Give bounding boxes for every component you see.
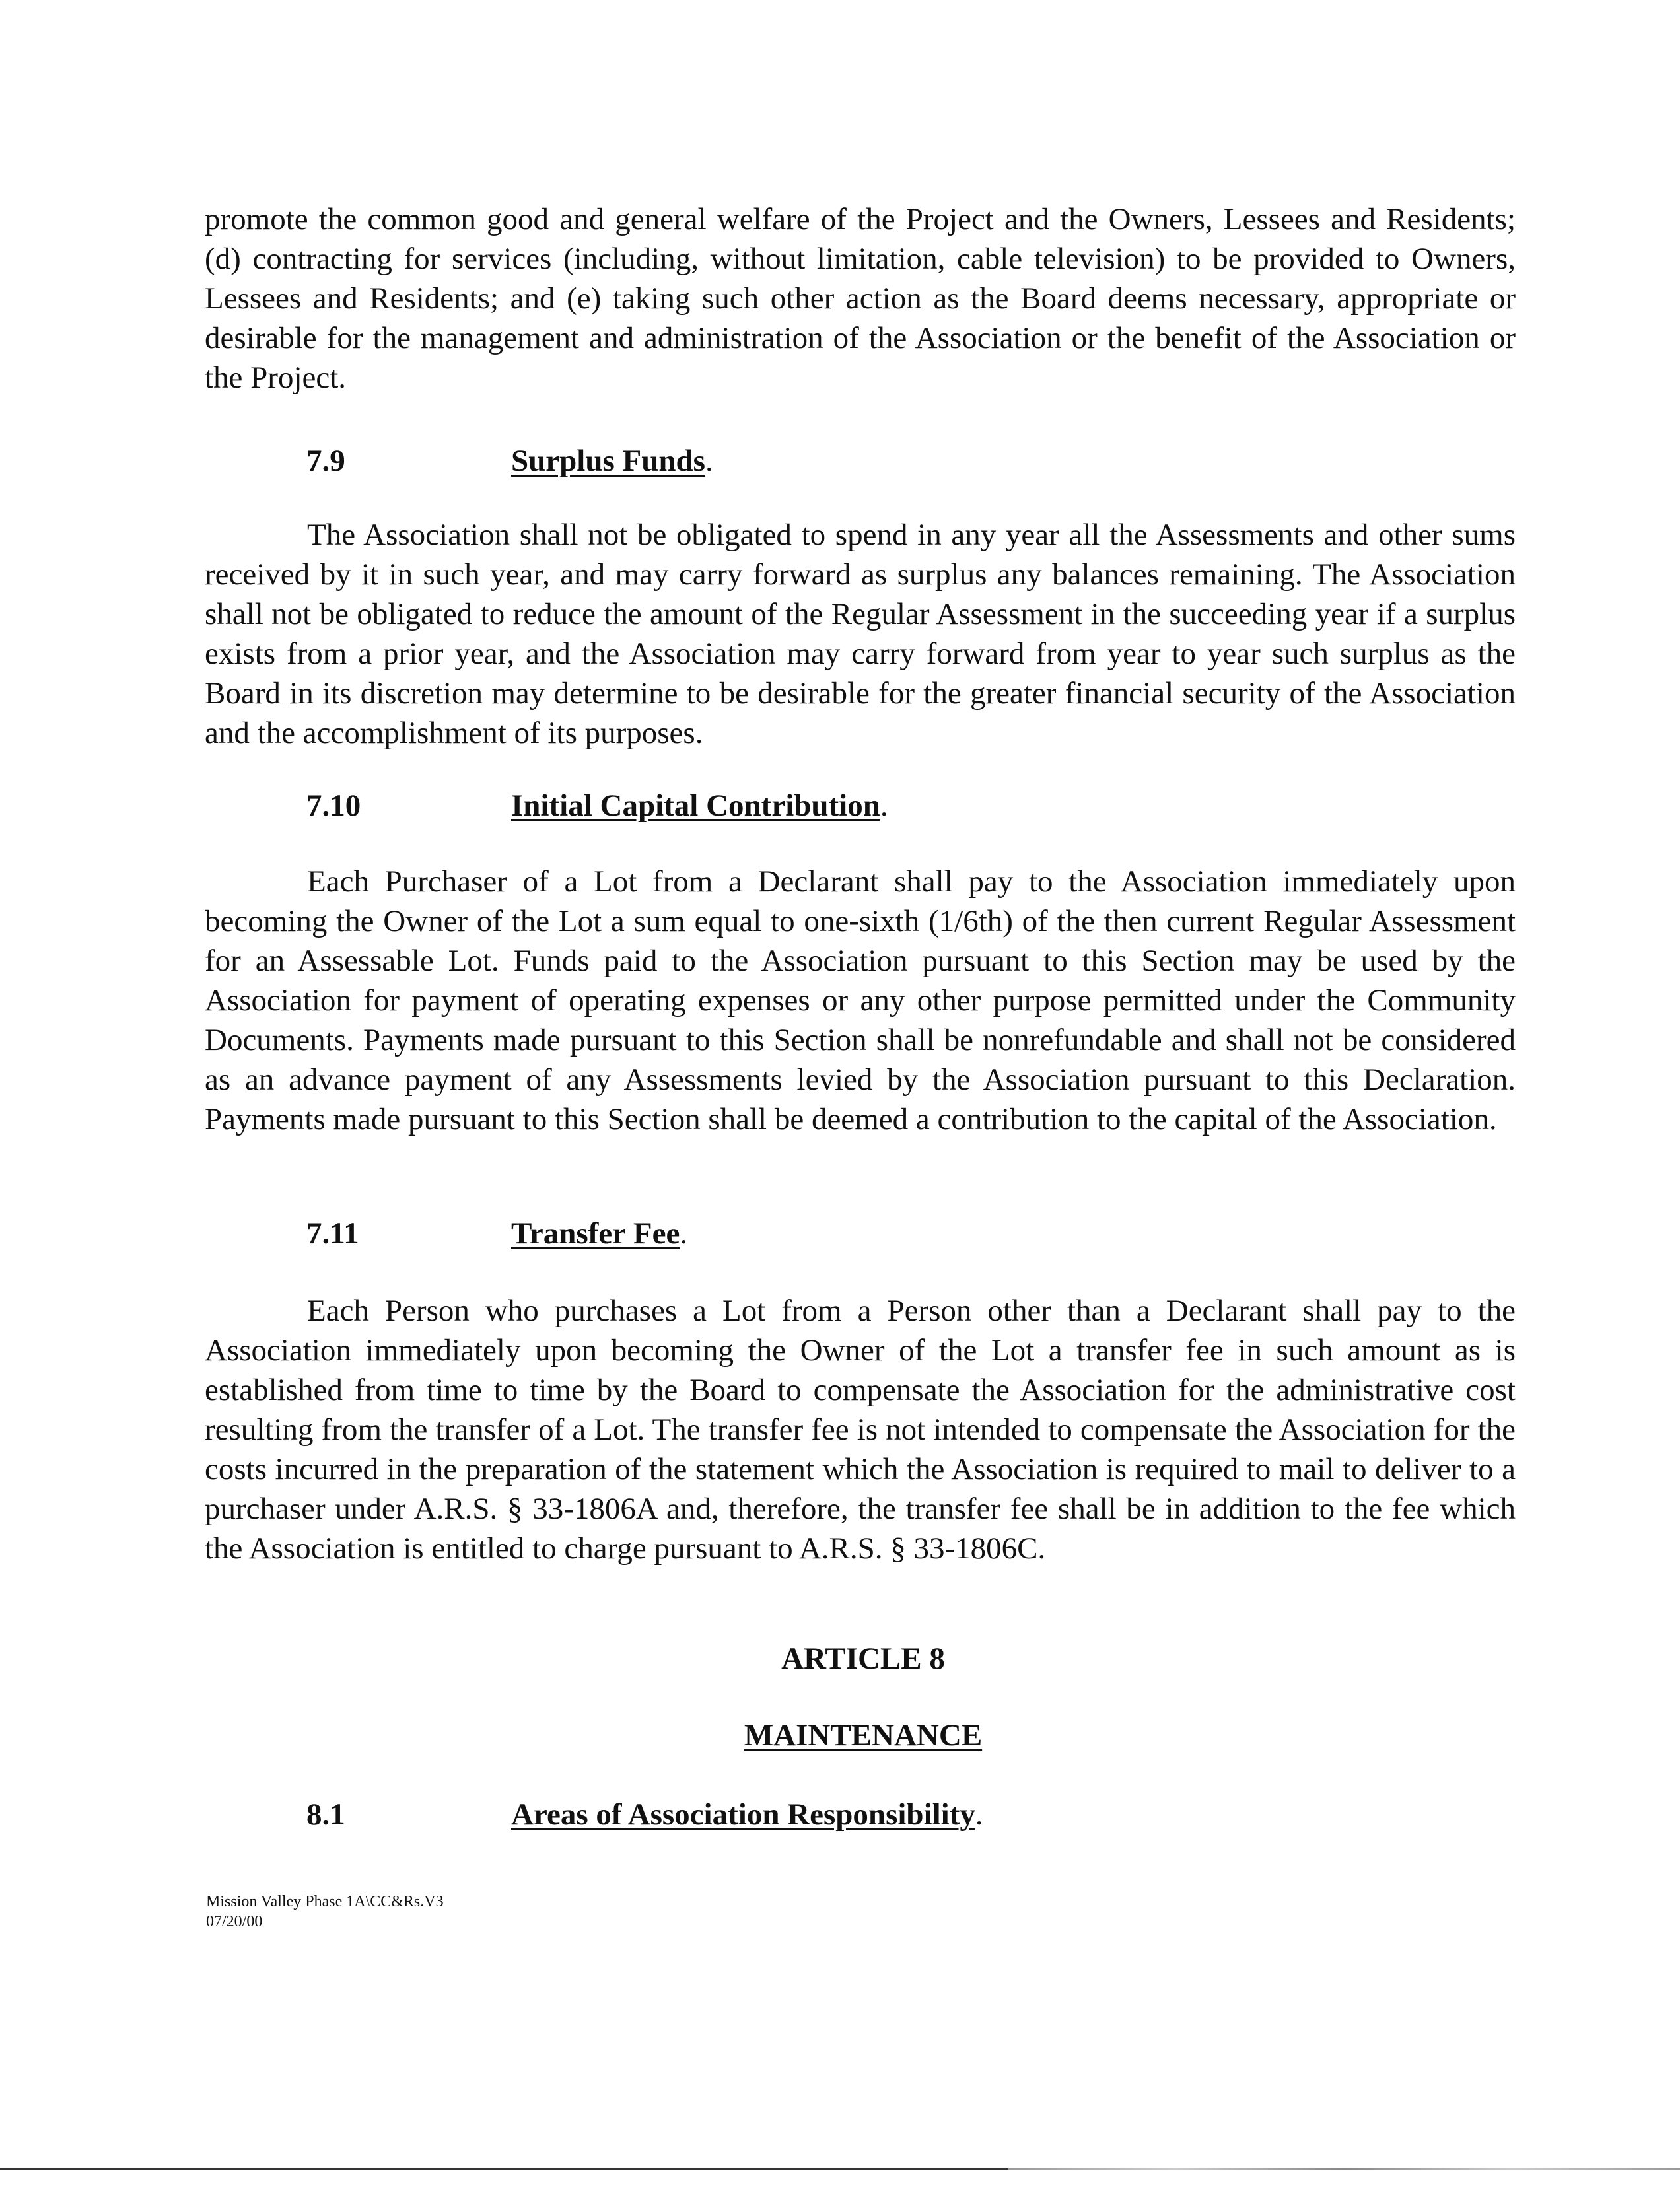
section-title-period: .: [680, 1216, 688, 1251]
section-number: 7.9: [306, 444, 345, 478]
footer-file-path: Mission Valley Phase 1A\CC&Rs.V3: [206, 1893, 444, 1910]
paragraph-transfer-fee: Each Person who purchases a Lot from a Person other than a Declarant shall pay to the Association immediately upon becoming the Owner of the Lot a transfer fee in such amount as is established from time to time by the Board to compensate the Association for the administrative cost resulting from the transfer of a Lot. The transfer fee is not intended to compensate the Association for the costs incurred in the preparation of the statement which the Association is required to mail to deliver to a purchaser under A.R.S. § 33-1806A and, therefore, the transfer fee shall be in addition to the fee which the Association is entitled to charge pursuant to A.R.S. § 33-1806C.: [205, 1294, 1516, 1566]
document-footer: [206, 1892, 444, 1931]
section-title-period: .: [705, 444, 713, 478]
section-title: Areas of Association Responsibility: [511, 1797, 975, 1832]
article-title-text: MAINTENANCE: [744, 1718, 983, 1753]
section-heading-7-10: [306, 786, 888, 825]
scan-bottom-rule: [0, 2168, 1680, 2170]
section-title-period: .: [975, 1797, 983, 1832]
section-heading-7-9: [306, 441, 713, 481]
paragraph-surplus-funds: The Association shall not be obligated to spend in any year all the Assessments and other sums received by it in such year, and may carry forward as surplus any balances remaining. The Association shall not be obligated to reduce the amount of the Regular Assessment in the succeeding year if a surplus exists from a prior year, and the Association may carry forward from year to year such surplus as the Board in its discretion may determine to be desirable for the greater financial security of the Association and the accomplishment of its purposes.: [205, 518, 1516, 750]
section-title: Initial Capital Contribution: [511, 788, 880, 823]
section-heading-7-11: [306, 1214, 687, 1253]
article-title: [0, 1716, 1680, 1755]
section-number: 7.10: [306, 788, 361, 823]
section-title-period: .: [880, 788, 888, 823]
section-title: Surplus Funds: [511, 444, 705, 478]
article-label: ARTICLE 8: [781, 1642, 945, 1676]
paragraph-general-powers-continued: promote the common good and general welfare of the Project and the Owners, Lessees and Residents; (d) contracting for services (including, without limitation, cable television) to be provided to Owners, Lessees and Residents; and (e) taking such other action as the Board deems necessary, appropriate or desirable for the management and administration of the Association or the benefit of the Association or the Project.: [205, 202, 1516, 395]
section-heading-8-1: [306, 1795, 983, 1834]
section-number: 8.1: [306, 1797, 345, 1832]
section-title: Transfer Fee: [511, 1216, 680, 1251]
paragraph-initial-capital-contribution: Each Purchaser of a Lot from a Declarant shall pay to the Association immediately upon becoming the Owner of the Lot a sum equal to one-sixth (1/6th) of the then current Regular Assessment for an Assessable Lot. Funds paid to the Association pursuant to this Section may be used by the Association for payment of operating expenses or any other purpose permitted under the Community Documents. Payments made pursuant to this Section shall be nonrefundable and shall not be considered as an advance payment of any Assessments levied by the Association pursuant to this Declaration. Payments made pursuant to this Section shall be deemed a contribution to the capital of the Association.: [205, 864, 1516, 1136]
footer-date: 07/20/00: [206, 1913, 263, 1930]
section-number: 7.11: [306, 1216, 359, 1251]
